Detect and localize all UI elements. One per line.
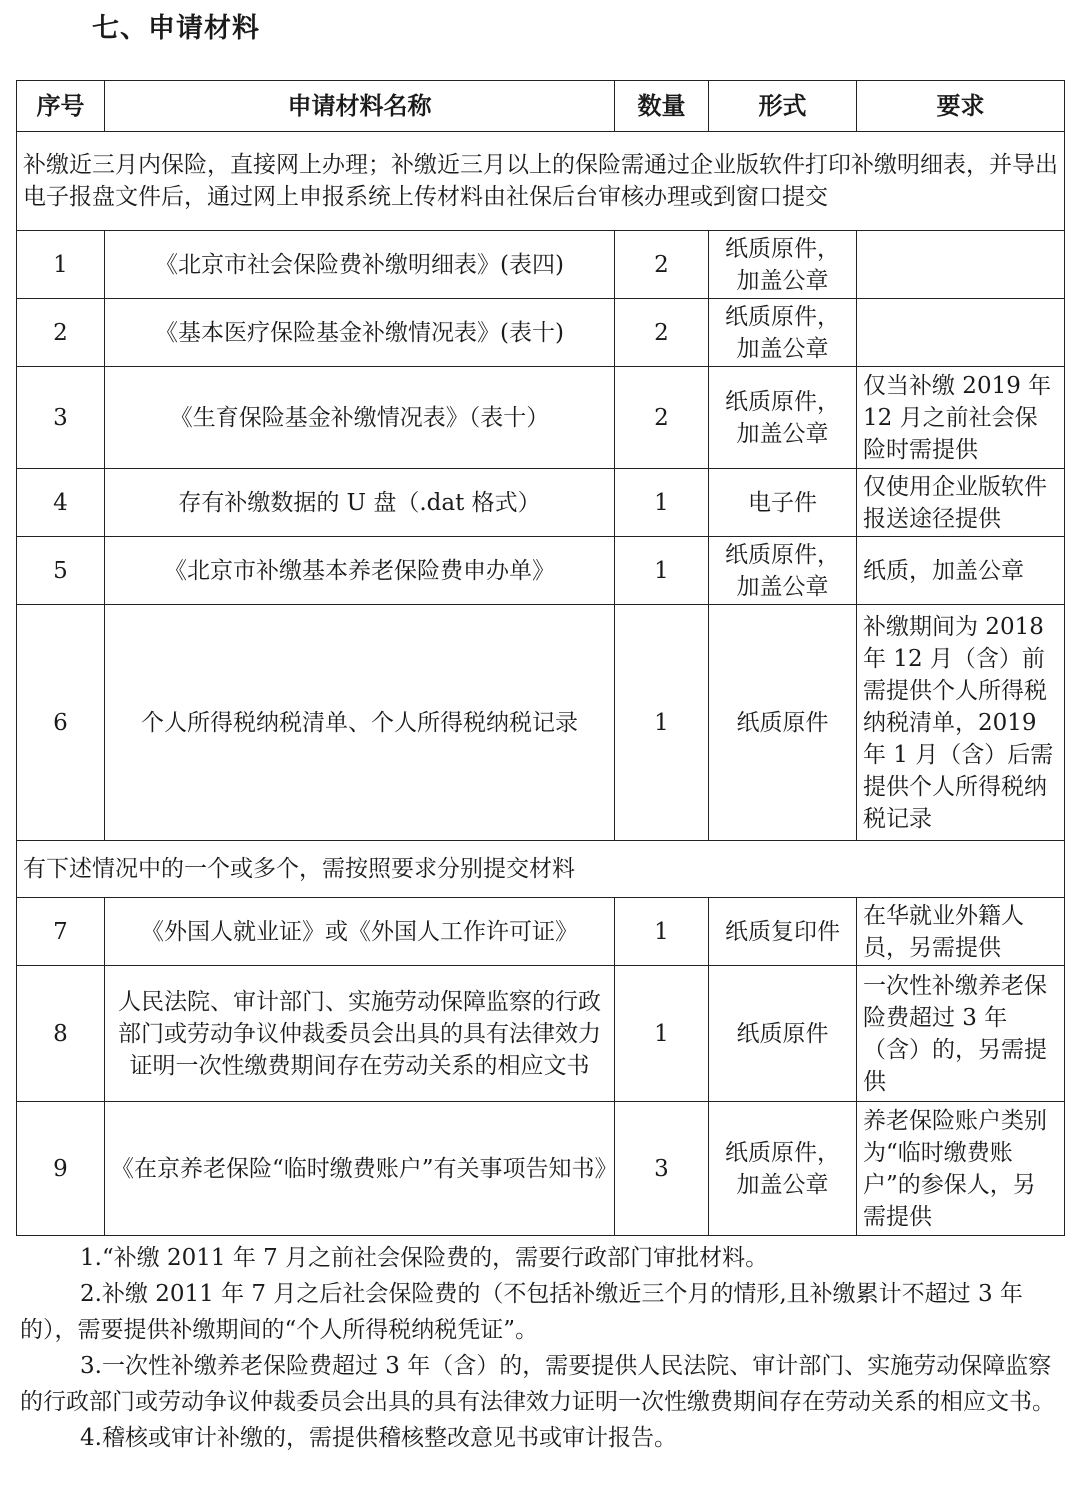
section-heading: 七、申请材料: [92, 13, 260, 44]
row-name: 《外国人就业证》或《外国人工作许可证》: [105, 898, 615, 966]
footnote-1: 1.“补缴 2011 年 7 月之前社会保险费的，需要行政部门审批材料。: [80, 1245, 769, 1271]
row-no: 6: [17, 605, 105, 841]
row-requirement: 补缴期间为 2018 年 12 月（含）前需提供个人所得税纳税清单，2019 年 1 月（含）后需提供个人所得税纳税记录: [857, 605, 1065, 841]
row-name: 《北京市补缴基本养老保险费申办单》: [105, 537, 615, 605]
row-qty: 3: [615, 1102, 709, 1236]
header-name: 申请材料名称: [105, 81, 615, 132]
row-no: 8: [17, 966, 105, 1102]
header-requirement: 要求: [857, 81, 1065, 132]
header-no: 序号: [17, 81, 105, 132]
row-name: 《生育保险基金补缴情况表》（表十）: [105, 367, 615, 469]
row-no: 4: [17, 469, 105, 537]
footnote-3: 3.一次性补缴养老保险费超过 3 年（含）的，需要提供人民法院、审计部门、实施劳动保障监察的行政部门或劳动争议仲裁委员会出具的具有法律效力证明一次性缴费期间存在劳动关系的相应文书。: [20, 1353, 1055, 1415]
table-header-row: [17, 81, 1065, 132]
materials-table: [16, 80, 1065, 1236]
row-form: 纸质原件，加盖公章: [709, 367, 857, 469]
row-requirement: [857, 231, 1065, 299]
row-requirement: [857, 299, 1065, 367]
row-qty: 1: [615, 469, 709, 537]
row-form: 纸质复印件: [709, 898, 857, 966]
row-form: 电子件: [709, 469, 857, 537]
row-no: 2: [17, 299, 105, 367]
row-name: 存有补缴数据的 U 盘（.dat 格式）: [105, 469, 615, 537]
row-requirement: 纸质，加盖公章: [857, 537, 1065, 605]
row-no: 7: [17, 898, 105, 966]
row-form: 纸质原件，加盖公章: [709, 1102, 857, 1236]
table-row: [17, 469, 1065, 537]
table-row: [17, 231, 1065, 299]
row-no: 5: [17, 537, 105, 605]
section-row: [17, 841, 1065, 898]
table-row: [17, 898, 1065, 966]
row-no: 9: [17, 1102, 105, 1236]
row-qty: 2: [615, 367, 709, 469]
row-no: 3: [17, 367, 105, 469]
row-qty: 1: [615, 898, 709, 966]
row-requirement: 养老保险账户类别为“临时缴费账户”的参保人，另需提供: [857, 1102, 1065, 1236]
row-form: 纸质原件，加盖公章: [709, 231, 857, 299]
table-row: [17, 299, 1065, 367]
section-note-online: 补缴近三月内保险，直接网上办理；补缴近三月以上的保险需通过企业版软件打印补缴明细表，并导出电子报盘文件后，通过网上申报系统上传材料由社保后台审核办理或到窗口提交: [17, 132, 1065, 231]
footnotes: [20, 1240, 1060, 1456]
row-qty: 1: [615, 537, 709, 605]
row-qty: 2: [615, 231, 709, 299]
row-form: 纸质原件: [709, 966, 857, 1102]
row-requirement: 仅当补缴 2019 年 12 月之前社会保险时需提供: [857, 367, 1065, 469]
section-row: [17, 132, 1065, 231]
row-qty: 1: [615, 605, 709, 841]
row-name: 《基本医疗保险基金补缴情况表》(表十): [105, 299, 615, 367]
table-row: [17, 367, 1065, 469]
section-note-conditions: 有下述情况中的一个或多个，需按照要求分别提交材料: [17, 841, 1065, 898]
row-requirement: 在华就业外籍人员，另需提供: [857, 898, 1065, 966]
row-form: 纸质原件，加盖公章: [709, 537, 857, 605]
row-name: 人民法院、审计部门、实施劳动保障监察的行政部门或劳动争议仲裁委员会出具的具有法律效力证明一次性缴费期间存在劳动关系的相应文书: [105, 966, 615, 1102]
table-row: [17, 537, 1065, 605]
row-name: 《北京市社会保险费补缴明细表》(表四): [105, 231, 615, 299]
row-requirement: 仅使用企业版软件报送途径提供: [857, 469, 1065, 537]
row-form: 纸质原件: [709, 605, 857, 841]
table-row: [17, 605, 1065, 841]
row-no: 1: [17, 231, 105, 299]
row-form: 纸质原件，加盖公章: [709, 299, 857, 367]
footnote-2: 2.补缴 2011 年 7 月之后社会保险费的（不包括补缴近三个月的情形,且补缴累计不超过 3 年的），需要提供补缴期间的“个人所得税纳税凭证”。: [20, 1281, 1023, 1343]
row-name: 《在京养老保险“临时缴费账户”有关事项告知书》: [105, 1102, 615, 1236]
row-qty: 1: [615, 966, 709, 1102]
footnote-4: 4.稽核或审计补缴的，需提供稽核整改意见书或审计报告。: [80, 1425, 677, 1451]
header-form: 形式: [709, 81, 857, 132]
table-row: [17, 966, 1065, 1102]
row-requirement: 一次性补缴养老保险费超过 3 年（含）的，另需提供: [857, 966, 1065, 1102]
row-name: 个人所得税纳税清单、个人所得税纳税记录: [105, 605, 615, 841]
header-qty: 数量: [615, 81, 709, 132]
table-row: [17, 1102, 1065, 1236]
row-qty: 2: [615, 299, 709, 367]
